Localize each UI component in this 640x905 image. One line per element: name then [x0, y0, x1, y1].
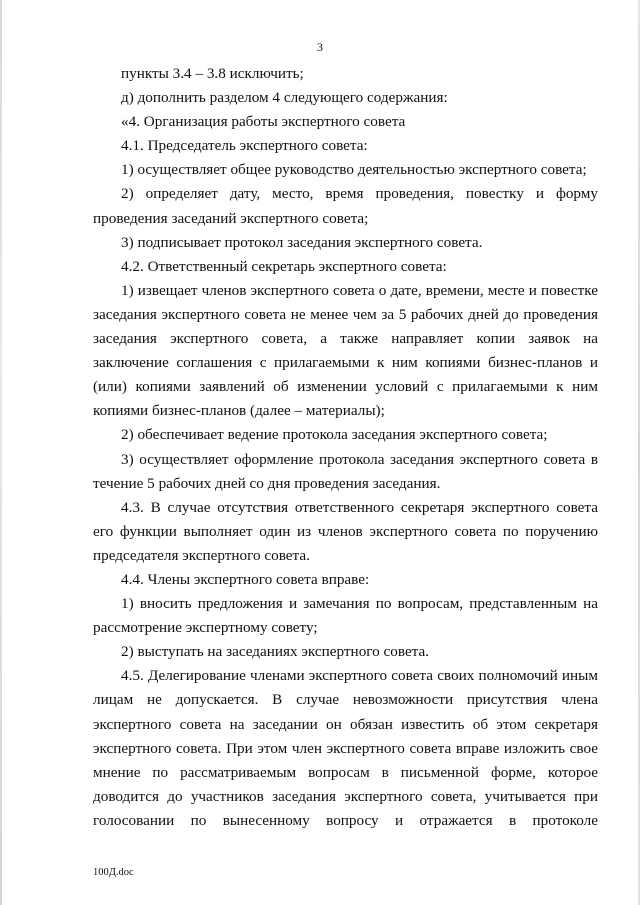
clause-4-2-item-1: 1) извещает членов экспертного совета о дате, времени, месте и повестке заседания экспертного совета не менее чем за 5 рабочих дней до проведения заседания экспертного совета, а также направляет копии заявок на заключение соглашения с прилагаемыми к ним копиями бизнес-планов и (или) копиями заявлений об изменении условий с прилагаемыми к ним копиями бизнес-планов (далее – материалы); — [93, 281, 598, 420]
clause-4-1-item-2: 2) определяет дату, место, время проведения, повестку и форму проведения заседаний экспертного совета; — [93, 185, 598, 227]
clause-4-2-item-3: 3) осуществляет оформление протокола заседания экспертного совета в течение 5 рабочих дней со дня проведения заседания. — [93, 450, 598, 492]
clause-4-1-item-3: 3) подписывает протокол заседания экспертного совета. — [121, 233, 483, 251]
clause-4-2-heading: 4.2. Ответственный секретарь экспертного совета: — [121, 257, 447, 275]
paragraph-add-section: д) дополнить разделом 4 следующего содержания: — [121, 89, 448, 107]
clause-4-1-heading: 4.1. Председатель экспертного совета: — [121, 137, 368, 155]
scan-left-edge — [0, 0, 2, 905]
section-heading-4: «4. Организация работы экспертного совета — [121, 113, 406, 131]
clause-4-5: 4.5. Делегирование членами экспертного совета своих полномочий иным лицам не допускается. В случае невозможности присутствия члена экспертного совета на заседании он обязан известить об этом секретаря экспертного совета. При этом член экспертного совета вправе изложить свое мнение по рассматриваемым вопросам в письменной форме, которое доводится до участников заседания экспертного совета, учитывается при голосовании по вынесенному вопросу и отражается в протоколе — [93, 667, 598, 829]
clause-4-1-item-1: 1) осуществляет общее руководство деятельностью экспертного совета; — [121, 161, 587, 179]
clause-4-2-item-2: 2) обеспечивает ведение протокола заседания экспертного совета; — [121, 426, 548, 444]
paragraph-items-exclusion: пункты 3.4 – 3.8 исключить; — [121, 65, 304, 82]
document-body — [93, 62, 598, 833]
clause-4-4-heading: 4.4. Члены экспертного совета вправе: — [121, 570, 370, 588]
clause-4-3: 4.3. В случае отсутствия ответственного секретаря экспертного совета его функции выполняет один из членов экспертного совета по поручению председателя экспертного совета. — [93, 498, 598, 564]
clause-4-4-item-2: 2) выступать на заседаниях экспертного совета. — [121, 643, 430, 661]
footer-filename: 100Д.doc — [93, 867, 134, 878]
clause-4-4-item-1: 1) вносить предложения и замечания по вопросам, представленным на рассмотрение экспертному совету; — [93, 595, 598, 637]
page-number: 3 — [317, 40, 323, 54]
